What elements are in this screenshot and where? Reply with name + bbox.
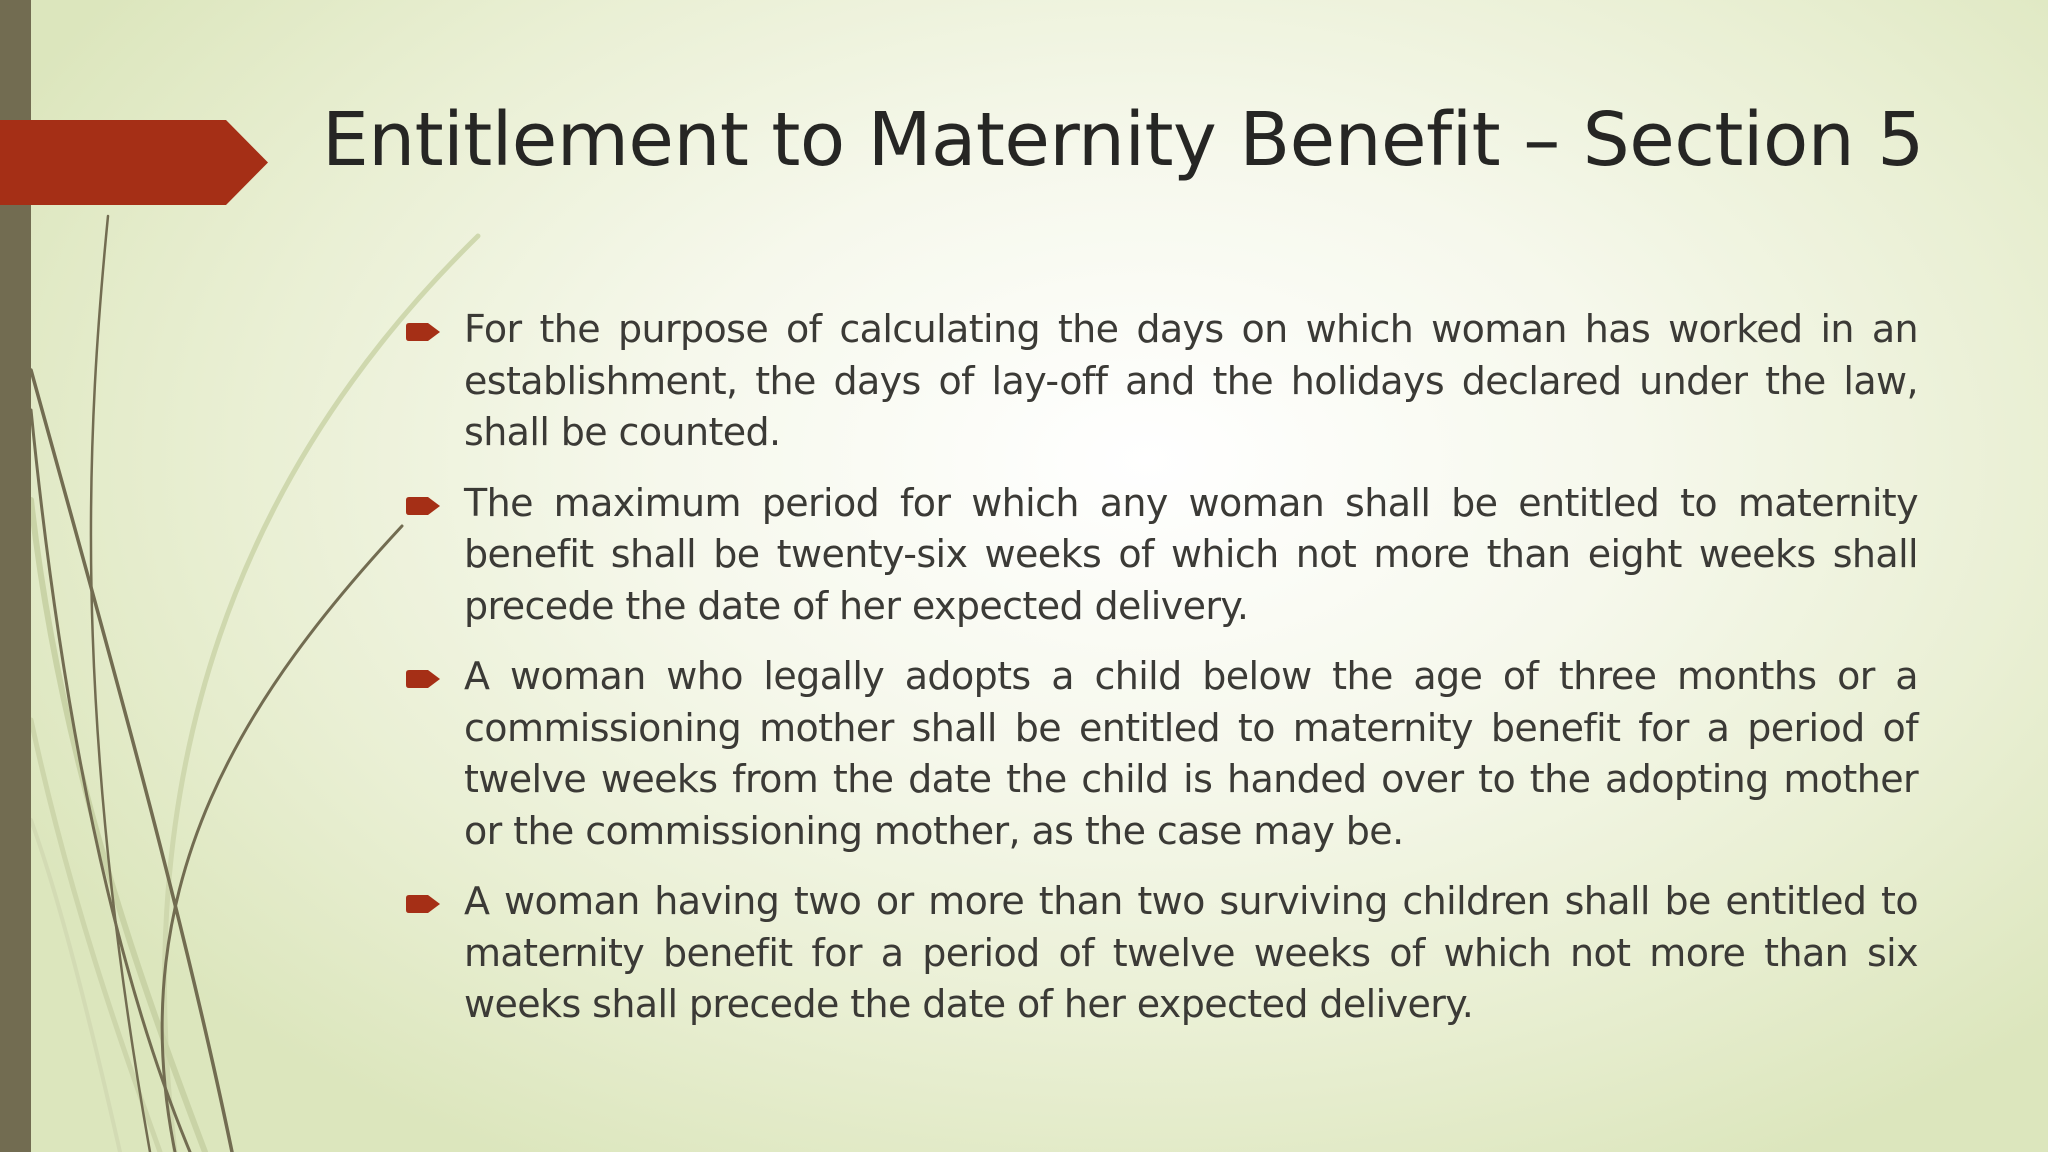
bullet-text: The maximum period for which any woman shall be entitled to maternity benefit shall be twenty-six weeks of which not more than eight weeks shall precede the date of her expected delivery. [464,480,1918,628]
bullet-item [406,304,1918,459]
bullet-item [406,651,1918,857]
arrow-bullet-icon [406,323,440,341]
bullet-list [406,304,1918,1050]
bullet-item [406,876,1918,1031]
stem-dark-4 [31,410,190,1152]
stem-light-2 [31,500,205,1152]
stem-dark-1 [91,216,150,1152]
slide-title: Entitlement to Maternity Benefit – Section 5 [322,97,1924,183]
stem-dark-2 [162,526,402,1152]
title-arrow-banner-icon [0,120,268,205]
arrow-bullet-icon [406,895,440,913]
bullet-item [406,478,1918,633]
arrow-bullet-icon [406,497,440,515]
bullet-text: A woman having two or more than two surviving children shall be entitled to maternity benefit for a period of twelve weeks of which not more than six weeks shall precede the date of her expected delivery. [464,879,1918,1026]
stem-light-3 [31,720,160,1152]
stem-light-4 [31,820,120,1152]
stem-dark-3 [31,370,232,1152]
arrow-bullet-icon [406,670,440,688]
bullet-text: A woman who legally adopts a child below the age of three months or a commissioning mother shall be entitled to maternity benefit for a period of twelve weeks from the date the child is handed over to the adopting mother or the commissioning mother, as the case may be. [464,654,1918,853]
bullet-text: For the purpose of calculating the days on which woman has worked in an establishment, the days of lay-off and the holidays declared under the law, shall be counted. [464,307,1918,454]
